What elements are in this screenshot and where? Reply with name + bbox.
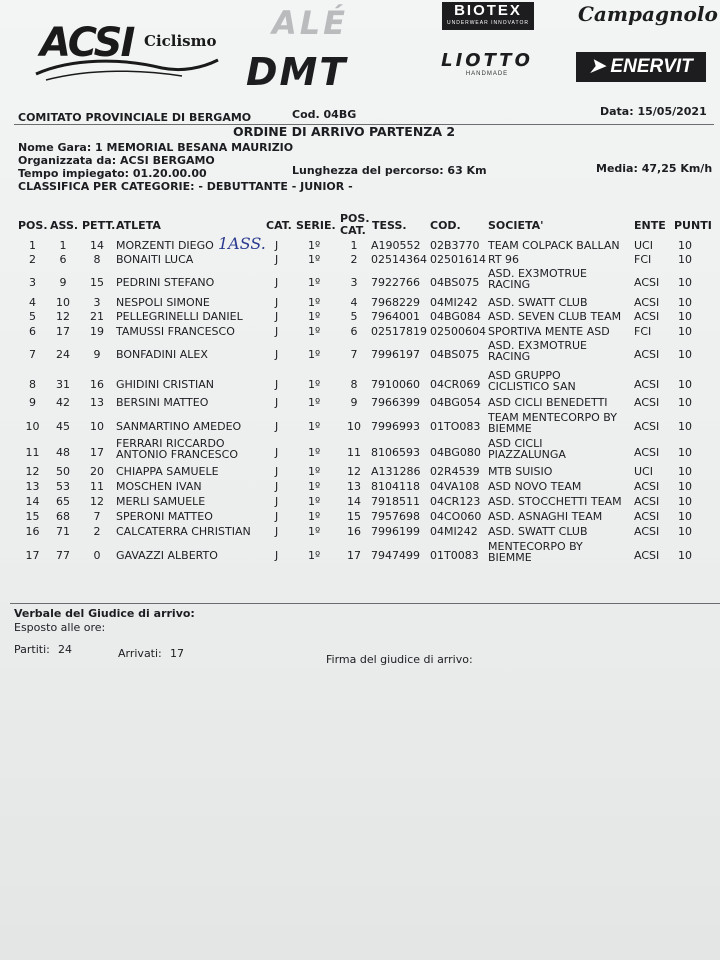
cell-pos: 3 <box>29 276 36 289</box>
cell-punti: 10 <box>678 378 692 391</box>
cell-tess: 7918511 <box>371 495 420 508</box>
col-poscat-top: POS. <box>340 212 370 225</box>
cell-societa: ASD CICLI BENEDETTI <box>488 396 608 409</box>
cell-pett: 12 <box>90 495 104 508</box>
cell-serie: 1º <box>308 420 321 433</box>
ale-logo: ALÉ <box>272 4 349 42</box>
cell-pos: 9 <box>29 396 36 409</box>
cell-cod: 02500604 <box>430 325 486 338</box>
cell-ente: ACSI <box>634 480 660 493</box>
cell-pos: 6 <box>29 325 36 338</box>
cell-tess: 7996993 <box>371 420 420 433</box>
cell-poscat: 16 <box>347 525 361 538</box>
cell-tess: 7947499 <box>371 549 420 562</box>
acsi-swoosh-icon <box>32 54 222 84</box>
cell-pett: 7 <box>93 510 101 523</box>
cell-cat: J <box>275 495 279 508</box>
cell-cat: J <box>275 510 279 523</box>
table-row <box>0 326 720 346</box>
cell-ente: FCI <box>634 253 652 266</box>
cell-ente: ACSI <box>634 348 660 361</box>
cell-ass: 10 <box>56 296 70 309</box>
cell-tess: 7964001 <box>371 310 420 323</box>
cell-pos: 14 <box>25 495 40 508</box>
cell-pett: 11 <box>90 480 104 493</box>
cell-tess: 7968229 <box>371 296 420 309</box>
cell-societa-line-1: ASD CICLI <box>488 437 543 450</box>
cell-ass: 31 <box>56 378 70 391</box>
cell-pos: 7 <box>29 348 36 361</box>
col-punti: PUNTI <box>674 219 712 232</box>
cell-atleta: GHIDINI CRISTIAN <box>116 378 214 391</box>
cell-ass: 6 <box>59 253 67 266</box>
col-pos: POS. <box>18 219 48 232</box>
cell-punti: 10 <box>678 549 692 562</box>
cell-serie: 1º <box>308 253 321 266</box>
col-poscat-bottom: CAT. <box>340 224 366 237</box>
cell-cod: 04BS075 <box>430 276 480 289</box>
cell-ente: ACSI <box>634 310 660 323</box>
cell-cat: J <box>275 378 279 391</box>
cell-pett: 15 <box>90 276 104 289</box>
cell-societa: ASD NOVO TEAM <box>488 480 582 493</box>
cell-tess: 8106593 <box>371 446 420 459</box>
table-row <box>0 254 720 274</box>
cell-pos: 5 <box>29 310 36 323</box>
col-serie: SERIE. <box>296 219 336 232</box>
cell-societa: SPORTIVA MENTE ASD <box>488 325 610 338</box>
esposto-label: Esposto alle ore: <box>14 621 106 634</box>
cell-poscat: 1 <box>350 239 358 252</box>
cell-ass: 65 <box>56 495 70 508</box>
cell-societa-line-1: MENTECORPO BY <box>488 540 583 553</box>
average-speed: Media: 47,25 Km/h <box>596 162 713 175</box>
footer-divider <box>10 603 720 604</box>
cell-ente: UCI <box>634 239 653 252</box>
cell-pett: 20 <box>90 465 104 478</box>
cell-atleta: GAVAZZI ALBERTO <box>116 549 218 562</box>
cell-cod: 04BG080 <box>430 446 481 459</box>
cell-serie: 1º <box>308 510 321 523</box>
cell-cod: 04CO060 <box>430 510 482 523</box>
cell-poscat: 14 <box>347 495 361 508</box>
cell-punti: 10 <box>678 510 692 523</box>
cell-ente: ACSI <box>634 378 660 391</box>
cell-cat: J <box>275 253 279 266</box>
cell-pett: 17 <box>90 446 104 459</box>
cell-serie: 1º <box>308 549 321 562</box>
cell-atleta: SANMARTINO AMEDEO <box>116 420 242 433</box>
cell-societa-line-2: PIAZZALUNGA <box>488 448 566 461</box>
cell-serie: 1º <box>308 465 321 478</box>
cell-tess: 7996199 <box>371 525 420 538</box>
cell-cat: J <box>275 480 279 493</box>
cell-atleta: CHIAPPA SAMUELE <box>116 465 219 478</box>
cell-societa-line-2: BIEMME <box>488 422 532 435</box>
cell-poscat: 6 <box>350 325 358 338</box>
cell-ente: UCI <box>634 465 653 478</box>
table-row <box>0 411 720 436</box>
cell-atleta-line-1: FERRARI RICCARDO <box>116 437 225 450</box>
cell-tess: 7957698 <box>371 510 420 523</box>
enervit-mark-icon: ➤ <box>589 56 611 77</box>
table-row <box>0 540 720 565</box>
cell-serie: 1º <box>308 480 321 493</box>
cell-societa: ASD. SEVEN CLUB TEAM <box>488 310 622 323</box>
cell-cod: 02501614 <box>430 253 486 266</box>
cell-cod: 04CR123 <box>430 495 481 508</box>
cell-ente: ACSI <box>634 549 660 562</box>
cell-cod: 02R4539 <box>430 465 480 478</box>
cell-cat: J <box>275 446 279 459</box>
arrivati-value: 17 <box>170 647 184 660</box>
cell-poscat: 9 <box>350 396 358 409</box>
organizer: Organizzata da: ACSI BERGAMO <box>18 154 215 167</box>
cell-cod: 01TO083 <box>430 420 481 433</box>
cell-ass: 9 <box>59 276 67 289</box>
cell-poscat: 7 <box>350 348 358 361</box>
cell-pett: 16 <box>90 378 104 391</box>
col-atleta: ATLETA <box>116 219 161 232</box>
cell-societa: TEAM COLPACK BALLAN <box>488 239 620 252</box>
biotex-logo: BIOTEX UNDERWEAR INNOVATOR <box>442 2 534 30</box>
cell-pett: 10 <box>90 420 104 433</box>
cell-poscat: 17 <box>347 549 361 562</box>
cell-punti: 10 <box>678 348 692 361</box>
course-length: Lunghezza del percorso: 63 Km <box>292 164 487 177</box>
cell-poscat: 12 <box>347 465 361 478</box>
document-date: Data: 15/05/2021 <box>600 105 707 118</box>
col-cat: CAT. <box>266 219 292 232</box>
cell-pett: 19 <box>90 325 104 338</box>
cell-serie: 1º <box>308 276 321 289</box>
cell-pos: 12 <box>25 465 40 478</box>
table-row <box>0 369 720 394</box>
cell-ente: ACSI <box>634 446 660 459</box>
cell-cat: J <box>275 276 279 289</box>
time-taken: Tempo impiegato: 01.20.00.00 <box>18 167 207 180</box>
cell-serie: 1º <box>308 310 321 323</box>
cell-ass: 17 <box>56 325 70 338</box>
cell-tess: A190552 <box>371 239 421 252</box>
acsi-logo: ACSI Ciclismo <box>32 14 222 84</box>
cell-societa-line-1: ASD. EX3MOTRUE <box>488 267 587 280</box>
cell-cat: J <box>275 310 279 323</box>
cell-pett: 21 <box>90 310 104 323</box>
arrivati-label: Arrivati: <box>118 647 162 660</box>
cell-tess: 8104118 <box>371 480 420 493</box>
cell-tess: 7996197 <box>371 348 420 361</box>
cell-serie: 1º <box>308 495 321 508</box>
cell-atleta: PELLEGRINELLI DANIEL <box>116 310 243 323</box>
col-societa: SOCIETA' <box>488 219 544 232</box>
cell-atleta: TAMUSSI FRANCESCO <box>116 325 235 338</box>
table-row <box>0 339 720 364</box>
cell-punti: 10 <box>678 446 692 459</box>
enervit-logo: ➤ ENERVIT <box>576 52 706 82</box>
cell-cat: J <box>275 296 279 309</box>
cell-ente: ACSI <box>634 495 660 508</box>
cell-societa-line-2: CICLISTICO SAN <box>488 380 576 393</box>
cell-ass: 24 <box>56 348 70 361</box>
cell-atleta: BONFADINI ALEX <box>116 348 208 361</box>
partiti-label: Partiti: <box>14 643 50 656</box>
cell-pett: 2 <box>93 525 101 538</box>
cell-punti: 10 <box>678 325 692 338</box>
cell-punti: 10 <box>678 495 692 508</box>
cell-tess: 7910060 <box>371 378 420 391</box>
cell-cat: J <box>275 396 279 409</box>
cell-societa: ASD. ASNAGHI TEAM <box>488 510 603 523</box>
dmt-logo: DMT <box>246 50 348 94</box>
cell-societa: ASD. SWATT CLUB <box>488 296 588 309</box>
cell-punti: 10 <box>678 239 692 252</box>
cell-societa: RT 96 <box>488 253 520 266</box>
campagnolo-logo: Campagnolo <box>578 2 718 26</box>
cell-ass: 12 <box>56 310 70 323</box>
cell-societa-line-2: RACING <box>488 278 531 291</box>
table-row <box>0 267 720 292</box>
cell-pett: 13 <box>90 396 104 409</box>
cell-societa: ASD. STOCCHETTI TEAM <box>488 495 622 508</box>
committee-code: Cod. 04BG <box>292 108 357 121</box>
handwritten-note: 1ASS. <box>218 234 266 253</box>
cell-cod: 04MI242 <box>430 296 478 309</box>
cell-punti: 10 <box>678 253 692 266</box>
cell-pos: 8 <box>29 378 36 391</box>
cell-pett: 14 <box>90 239 104 252</box>
cell-ass: 68 <box>56 510 70 523</box>
cell-cat: J <box>275 549 279 562</box>
verbale-label: Verbale del Giudice di arrivo: <box>14 607 195 620</box>
cell-poscat: 8 <box>350 378 358 391</box>
cell-pos: 15 <box>25 510 40 523</box>
cell-ass: 45 <box>56 420 70 433</box>
cell-cat: J <box>275 420 279 433</box>
cell-atleta: BONAITI LUCA <box>116 253 194 266</box>
cell-serie: 1º <box>308 525 321 538</box>
cell-pos: 13 <box>25 480 40 493</box>
cell-cod: 04MI242 <box>430 525 478 538</box>
cell-punti: 10 <box>678 310 692 323</box>
cell-ass: 42 <box>56 396 70 409</box>
cell-atleta: MOSCHEN IVAN <box>116 480 202 493</box>
cell-societa-line-1: ASD GRUPPO <box>488 369 561 382</box>
cell-cod: 02B3770 <box>430 239 480 252</box>
col-tess: TESS. <box>372 219 407 232</box>
cell-pos: 17 <box>25 549 40 562</box>
table-row <box>0 437 720 462</box>
cell-ente: ACSI <box>634 296 660 309</box>
cell-societa-line-1: TEAM MENTECORPO BY <box>488 411 617 424</box>
cell-cat: J <box>275 239 279 252</box>
cell-cod: 04CR069 <box>430 378 481 391</box>
cell-serie: 1º <box>308 239 321 252</box>
cell-societa-line-1: ASD. EX3MOTRUE <box>488 339 587 352</box>
page-title: ORDINE DI ARRIVO PARTENZA 2 <box>233 124 456 139</box>
cell-ass: 53 <box>56 480 70 493</box>
cell-cat: J <box>275 325 279 338</box>
cell-cod: 04VA108 <box>430 480 480 493</box>
cell-ente: ACSI <box>634 510 660 523</box>
cell-atleta: NESPOLI SIMONE <box>116 296 210 309</box>
cell-pett: 8 <box>93 253 101 266</box>
signature-label: Firma del giudice di arrivo: <box>326 653 473 666</box>
cell-poscat: 4 <box>350 296 358 309</box>
cell-ass: 71 <box>56 525 70 538</box>
cell-pett: 3 <box>93 296 101 309</box>
cell-tess: 02514364 <box>371 253 427 266</box>
cell-cat: J <box>275 465 279 478</box>
cell-cod: 04BG084 <box>430 310 481 323</box>
cell-ente: ACSI <box>634 396 660 409</box>
cell-pett: 0 <box>93 549 101 562</box>
cell-punti: 10 <box>678 465 692 478</box>
cell-atleta: MERLI SAMUELE <box>116 495 206 508</box>
cell-atleta: MORZENTI DIEGO <box>116 239 214 252</box>
cell-serie: 1º <box>308 348 321 361</box>
cell-poscat: 15 <box>347 510 361 523</box>
cell-serie: 1º <box>308 378 321 391</box>
cell-ass: 77 <box>56 549 70 562</box>
cell-poscat: 10 <box>347 420 361 433</box>
cell-serie: 1º <box>308 325 321 338</box>
cell-serie: 1º <box>308 446 321 459</box>
cell-atleta: BERSINI MATTEO <box>116 396 209 409</box>
cell-poscat: 13 <box>347 480 361 493</box>
cell-poscat: 3 <box>350 276 358 289</box>
cell-pos: 16 <box>25 525 40 538</box>
liotto-logo: LIOTTO HANDMADE <box>441 50 533 77</box>
cell-ente: FCI <box>634 325 652 338</box>
classification: CLASSIFICA PER CATEGORIE: - DEBUTTANTE - JUNIOR - <box>18 180 353 193</box>
cell-cod: 04BG054 <box>430 396 481 409</box>
cell-cat: J <box>275 525 279 538</box>
cell-punti: 10 <box>678 525 692 538</box>
cell-pos: 11 <box>25 446 40 459</box>
race-name: Nome Gara: 1 MEMORIAL BESANA MAURIZIO <box>18 141 294 154</box>
col-cod: COD. <box>430 219 461 232</box>
cell-poscat: 5 <box>350 310 358 323</box>
cell-ass: 50 <box>56 465 70 478</box>
table-row <box>0 526 720 546</box>
col-pett: PETT. <box>82 219 116 232</box>
cell-atleta: PEDRINI STEFANO <box>116 276 215 289</box>
cell-ente: ACSI <box>634 420 660 433</box>
cell-cod: 04BS075 <box>430 348 480 361</box>
cell-poscat: 11 <box>347 446 361 459</box>
committee-name: COMITATO PROVINCIALE DI BERGAMO <box>18 111 252 124</box>
cell-ass: 48 <box>56 446 70 459</box>
cell-societa: ASD. SWATT CLUB <box>488 525 588 538</box>
cell-pos: 2 <box>29 253 36 266</box>
cell-societa-line-2: RACING <box>488 350 531 363</box>
cell-tess: 7966399 <box>371 396 420 409</box>
cell-poscat: 2 <box>350 253 358 266</box>
cell-punti: 10 <box>678 396 692 409</box>
sponsor-logos <box>0 0 720 100</box>
cell-punti: 10 <box>678 480 692 493</box>
cell-societa: MTB SUISIO <box>488 465 553 478</box>
cell-serie: 1º <box>308 296 321 309</box>
cell-serie: 1º <box>308 396 321 409</box>
cell-tess: 7922766 <box>371 276 420 289</box>
cell-pett: 9 <box>93 348 101 361</box>
cell-ass: 1 <box>59 239 67 252</box>
cell-tess: 02517819 <box>371 325 427 338</box>
cell-punti: 10 <box>678 420 692 433</box>
cell-punti: 10 <box>678 296 692 309</box>
col-ente: ENTE <box>634 219 666 232</box>
cell-tess: A131286 <box>371 465 421 478</box>
col-ass: ASS. <box>50 219 79 232</box>
cell-atleta: CALCATERRA CHRISTIAN <box>116 525 251 538</box>
cell-atleta: SPERONI MATTEO <box>116 510 213 523</box>
cell-pos: 10 <box>25 420 40 433</box>
cell-punti: 10 <box>678 276 692 289</box>
cell-pos: 1 <box>29 239 36 252</box>
cell-ente: ACSI <box>634 276 660 289</box>
cell-ente: ACSI <box>634 525 660 538</box>
cell-societa-line-2: BIEMME <box>488 551 532 564</box>
cell-cat: J <box>275 348 279 361</box>
cell-cod: 01T0083 <box>430 549 479 562</box>
cell-pos: 4 <box>29 296 36 309</box>
partiti-value: 24 <box>58 643 72 656</box>
cell-atleta-line-2: ANTONIO FRANCESCO <box>116 448 238 461</box>
